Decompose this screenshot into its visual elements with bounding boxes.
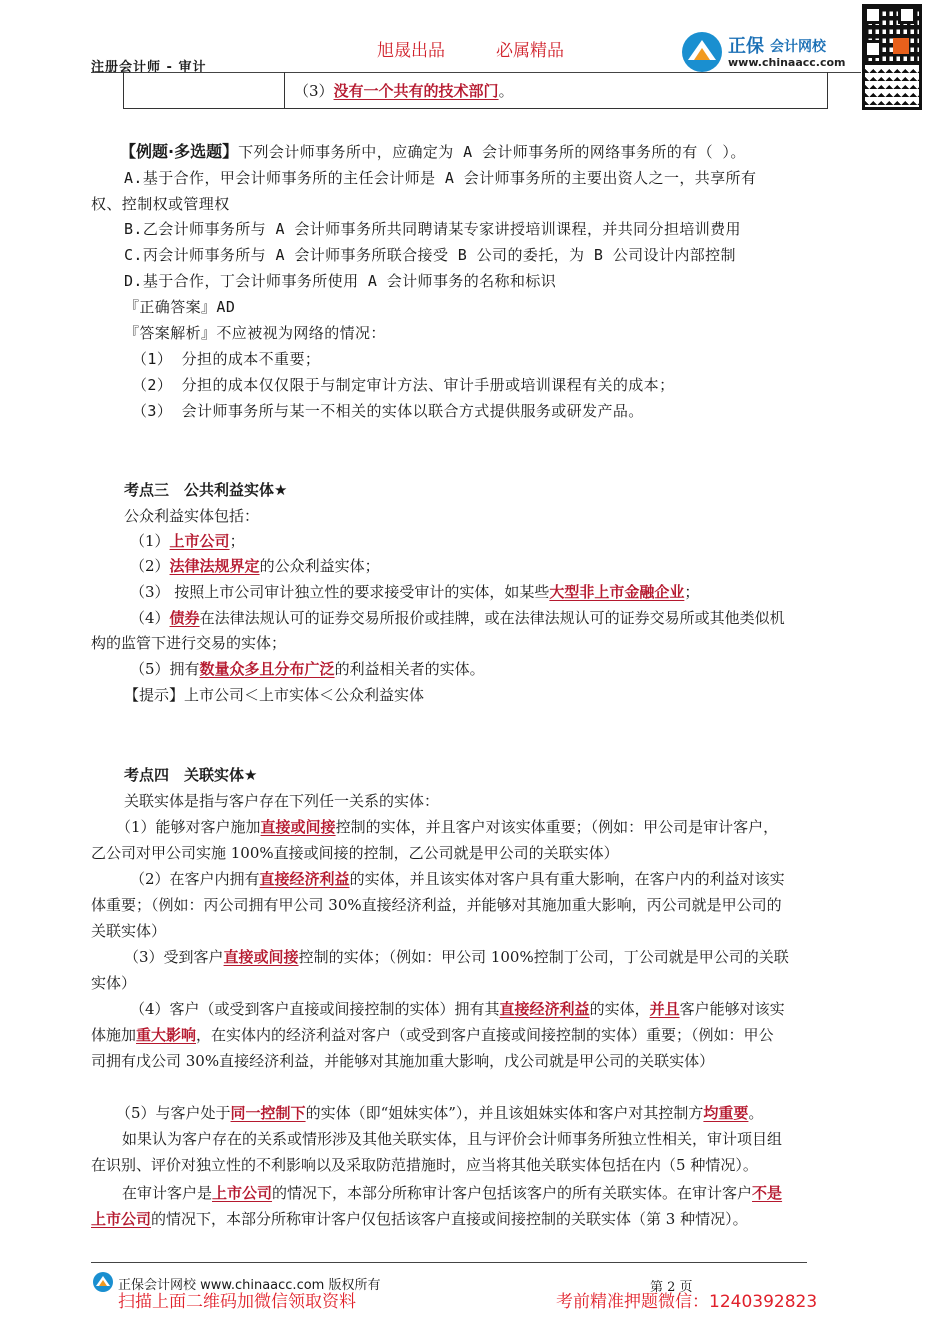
point4-item-4-line3: 司拥有戊公司 30%直接经济利益，并能够对其施加重大影响，戊公司就是甲公司的关联实体） bbox=[91, 1052, 715, 1070]
footer-rule bbox=[91, 1262, 807, 1263]
point4-item-5 bbox=[116, 1100, 891, 1126]
point3-title: 考点三 公共利益实体★ bbox=[124, 481, 288, 499]
point4-item-4 bbox=[130, 996, 905, 1022]
item-text: 的实体，并且该实体对客户具有重大影响，在客户内的利益对该实 bbox=[349, 870, 785, 888]
table-row-num: （3） bbox=[294, 82, 334, 100]
point4-intro: 关联实体是指与客户存在下列任一关系的实体： bbox=[124, 792, 440, 810]
item-highlight: 法律法规界定 bbox=[169, 557, 260, 575]
analysis-item-3: （3） 会计师事务所与某一不相关的实体以联合方式提供服务或研发产品。 bbox=[132, 402, 644, 420]
item-prefix: （4）客户（或受到客户直接或间接控制的实体）拥有其 bbox=[130, 1000, 500, 1018]
option-c: C.丙会计师事务所与 A 会计师事务所联合接受 B 公司的委托，为 B 公司设计内部控制 bbox=[124, 246, 736, 264]
point3-item-1 bbox=[130, 528, 905, 554]
item-highlight: 债券 bbox=[169, 609, 200, 627]
item-text: 的情况下，本部分所称审计客户包括该客户的所有关联实体。在审计客户 bbox=[272, 1184, 753, 1202]
point4-item-4-line2 bbox=[91, 1022, 866, 1048]
option-b: B.乙会计师事务所与 A 会计师事务所共同聘请某专家讲授培训课程，并共同分担培训费用 bbox=[124, 220, 741, 238]
item-text: 的利益相关者的实体。 bbox=[334, 660, 485, 678]
item-text: ； bbox=[229, 532, 245, 550]
point3-intro: 公众利益实体包括： bbox=[124, 507, 260, 525]
item-text: 。 bbox=[748, 1104, 764, 1122]
item-text: 在审计客户是 bbox=[122, 1184, 213, 1202]
logo-url: www.chinaacc.com bbox=[728, 56, 846, 69]
footer-copyright: 正保会计网校 www.chinaacc.com 版权所有 bbox=[118, 1278, 381, 1293]
item-highlight: 上市公司 bbox=[91, 1210, 152, 1228]
point3-item-5 bbox=[130, 656, 905, 682]
footer-promo-left: 扫描上面二维码加微信领取资料 bbox=[118, 1292, 356, 1312]
header-tag-b: 必属精品 bbox=[496, 41, 564, 61]
logo-sub: 会计网校 bbox=[770, 39, 826, 55]
item-highlight: 均重要 bbox=[703, 1104, 749, 1122]
header-tag-a: 旭晟出品 bbox=[377, 41, 445, 61]
point4-title: 考点四 关联实体★ bbox=[124, 766, 258, 784]
point4-item-2-line2: 体重要；（例如：丙公司拥有甲公司 30%直接经济利益，并能够对其施加重大影响，丙公司就是甲公司的 bbox=[91, 896, 782, 914]
example-question bbox=[120, 139, 895, 165]
item-highlight: 并且 bbox=[649, 1000, 680, 1018]
item-text: 控制的实体，并且客户对该实体重要；（例如：甲公司是审计客户， bbox=[335, 818, 779, 836]
item-highlight: 上市公司 bbox=[212, 1184, 273, 1202]
answer-analysis: 『答案解析』不应被视为网络的情况： bbox=[124, 324, 386, 342]
point3-tip: 【提示】上市公司＜上市实体＜公众利益实体 bbox=[124, 686, 425, 704]
point3-item-4 bbox=[130, 605, 905, 631]
table-row-highlight: 没有一个共有的技术部门 bbox=[333, 82, 499, 100]
point4-item-2 bbox=[130, 866, 905, 892]
table-row-end: 。 bbox=[498, 82, 514, 100]
item-highlight: 直接经济利益 bbox=[499, 1000, 590, 1018]
table-cell bbox=[294, 80, 514, 101]
item-prefix: （3）受到客户 bbox=[124, 948, 224, 966]
item-text: 在法律法规认可的证券交易所报价或挂牌，或在法律法规认可的证券交易所或其他类似机 bbox=[199, 609, 785, 627]
qr-finder-icon bbox=[864, 40, 882, 58]
point4-item-1 bbox=[116, 814, 891, 840]
correct-answer: 『正确答案』AD bbox=[124, 298, 236, 316]
summary-1-line1: 如果认为客户存在的关系或情形涉及其他关联实体，且与评价会计师事务所独立性相关，审计项目组 bbox=[122, 1130, 783, 1148]
summary-2-line2 bbox=[91, 1206, 866, 1232]
qr-finder-icon bbox=[864, 6, 882, 24]
item-text: 客户能够对该实 bbox=[679, 1000, 785, 1018]
table-fragment bbox=[123, 72, 828, 109]
point3-item-2 bbox=[130, 553, 905, 579]
footer-logo-icon bbox=[92, 1271, 114, 1293]
summary-1-line2: 在识别、评价对独立性的不利影响以及采取防范措施时，应当将其他关联实体包括在内（5 种情况）。 bbox=[91, 1156, 758, 1174]
point4-item-3 bbox=[124, 944, 899, 970]
chinaacc-logo bbox=[680, 30, 860, 74]
footer-promo-right: 考前精准押题微信：1240392823 bbox=[556, 1292, 818, 1312]
item-text: 的实体（即“姐妹实体”），并且该姐妹实体和客户对其控制方 bbox=[305, 1104, 704, 1122]
item-prefix: （5）与客户处于 bbox=[116, 1104, 231, 1122]
analysis-item-2: （2） 分担的成本仅仅限于与制定审计方法、审计手册或培训课程有关的成本； bbox=[132, 376, 675, 394]
point4-item-2-line3: 关联实体） bbox=[91, 922, 167, 940]
item-highlight: 大型非上市金融企业 bbox=[549, 583, 685, 601]
chinaacc-logo-icon bbox=[680, 30, 724, 74]
item-prefix: （5）拥有 bbox=[130, 660, 200, 678]
item-prefix: （1） bbox=[130, 532, 170, 550]
item-prefix: （3） 按照上市公司审计独立性的要求接受审计的实体，如某些 bbox=[130, 583, 550, 601]
option-a-line2: 权、控制权或管理权 bbox=[91, 195, 230, 213]
option-a-line1: A.基于合作，甲会计师事务所的主任会计师是 A 会计师事务所的主要出资人之一，共享所有 bbox=[124, 169, 757, 187]
item-highlight: 重大影响 bbox=[136, 1026, 197, 1044]
item-highlight: 不是 bbox=[752, 1184, 783, 1202]
item-highlight: 上市公司 bbox=[169, 532, 230, 550]
item-text: 的公众利益实体； bbox=[259, 557, 380, 575]
item-text: 体施加 bbox=[91, 1026, 137, 1044]
logo-name: 正保 bbox=[728, 36, 764, 57]
item-highlight: 直接或间接 bbox=[260, 818, 336, 836]
analysis-item-1: （1） 分担的成本不重要； bbox=[132, 350, 321, 368]
summary-2-line1 bbox=[122, 1180, 897, 1206]
option-d: D.基于合作，丁会计师事务所使用 A 会计师事务的名称和标识 bbox=[124, 272, 557, 290]
item-prefix: （4） bbox=[130, 609, 170, 627]
qr-finder-icon bbox=[898, 6, 916, 24]
item-text: 的情况下，本部分所称审计客户仅包括该客户直接或间接控制的关联实体（第 3 种情况）。 bbox=[151, 1210, 748, 1228]
item-prefix: （2） bbox=[130, 557, 170, 575]
point3-item-3 bbox=[130, 579, 905, 605]
example-tag: 【例题·多选题】 bbox=[120, 142, 239, 161]
point4-item-1-line2: 乙公司对甲公司实施 100%直接或间接的控制，乙公司就是甲公司的关联实体） bbox=[91, 844, 619, 862]
item-prefix: （2）在客户内拥有 bbox=[130, 870, 260, 888]
item-text: ，在实体内的经济利益对客户（或受到客户直接或间接控制的实体）重要；（例如：甲公 bbox=[196, 1026, 774, 1044]
item-text: ； bbox=[684, 583, 700, 601]
footer-page-number: 第 2 页 bbox=[650, 1280, 693, 1295]
item-highlight: 直接或间接 bbox=[223, 948, 299, 966]
header-left-title: 注册会计师 - 审计 bbox=[91, 60, 207, 75]
point4-item-3-line2: 实体） bbox=[91, 974, 137, 992]
qr-badge-icon bbox=[893, 38, 909, 54]
qr-code-icon bbox=[862, 62, 922, 110]
item-text: 的实体， bbox=[589, 1000, 650, 1018]
item-prefix: （1）能够对客户施加 bbox=[116, 818, 261, 836]
item-highlight: 数量众多且分布广泛 bbox=[199, 660, 335, 678]
point3-item-4-line2: 构的监管下进行交易的实体； bbox=[91, 634, 287, 652]
item-highlight: 同一控制下 bbox=[230, 1104, 306, 1122]
item-highlight: 直接经济利益 bbox=[259, 870, 350, 888]
item-text: 控制的实体；（例如：甲公司 100%控制丁公司，丁公司就是甲公司的关联 bbox=[298, 948, 789, 966]
example-question-text: 下列会计师事务所中，应确定为 A 会计师事务所的网络事务所的有（ ）。 bbox=[238, 143, 746, 161]
